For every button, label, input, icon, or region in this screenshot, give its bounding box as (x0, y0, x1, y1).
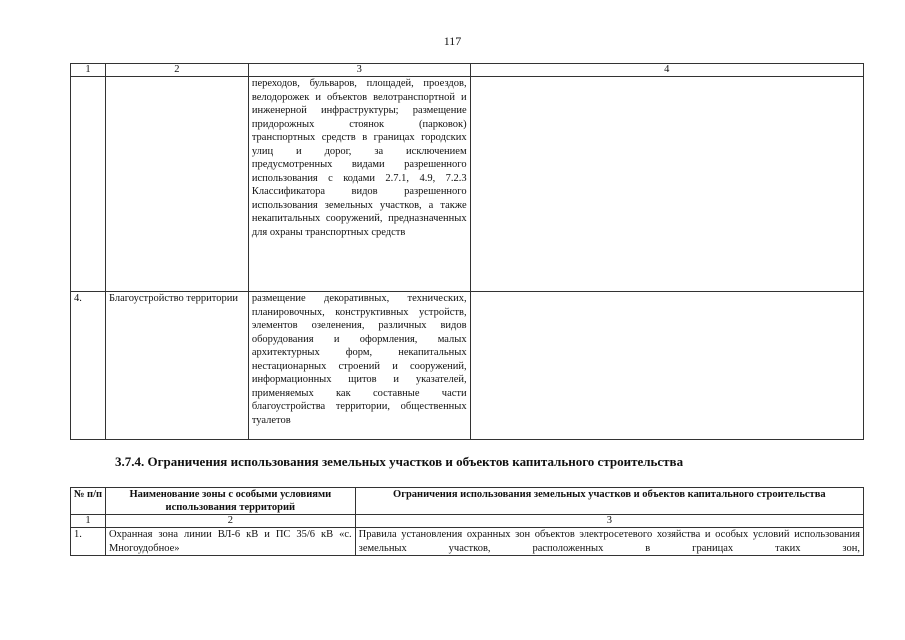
table-row (71, 528, 864, 556)
table-row (71, 292, 864, 440)
row-description-cell: размещение декоративных, технических, планировочных, конструктивных устройств, элементов озеленения, различных видов оборудования и оформления, малых архитектурных форм, некапитальных нестационарных строений и сооружений, информационных щитов и указателей, применяемых как составные части благоустройства территории, общественных туалетов (248, 292, 470, 440)
row-description-cell: переходов, бульваров, площадей, проездов, велодорожек и объектов велотранспортной и инженерной инфраструктуры; размещение придорожных стоянок (парковок) транспортных средств в границах городских улиц и дорог, за исключением предусмотренных видами разрешенного использования с кодами 2.7.1, 4.9, 7.2.3 Классификатора видов разрешенного использования земельных участков, а также некапитальных сооружений, предназначенных для охраны транспортных средств (248, 77, 470, 292)
row-number-cell (71, 77, 106, 292)
column-number-cell: 1 (71, 515, 106, 528)
header-restrictions: Ограничения использования земельных участков и объектов капитального строительства (355, 488, 863, 515)
row-number-cell: 1. (71, 528, 106, 556)
row-extra-cell (470, 292, 863, 440)
land-use-table (70, 63, 864, 440)
row-name-cell (105, 77, 248, 292)
section-title: 3.7.4. Ограничения использования земельных участков и объектов капитального строительства (115, 454, 684, 469)
table-row (71, 77, 864, 292)
row-restriction-cell: Правила установления охранных зон объектов электросетевого хозяйства и особых условий использования земельных участков, расположенных в границах таких зон, (355, 528, 863, 556)
column-number-cell: 3 (248, 64, 470, 77)
column-number-cell: 2 (105, 64, 248, 77)
column-number-cell: 3 (355, 515, 863, 528)
restrictions-table (70, 487, 864, 556)
row-number-cell: 4. (71, 292, 106, 440)
table-header-row (71, 488, 864, 515)
table-header-row (71, 64, 864, 77)
header-number: № п/п (71, 488, 106, 515)
column-numbers-row (71, 515, 864, 528)
header-zone-name: Наименование зоны с особыми условиями использования территорий (105, 488, 355, 515)
column-number-cell: 2 (105, 515, 355, 528)
row-zone-name-cell: Охранная зона линии ВЛ-6 кВ и ПС 35/6 кВ «с. Многоудобное» (105, 528, 355, 556)
page-number: 117 (443, 34, 462, 48)
row-extra-cell (470, 77, 863, 292)
row-name-cell: Благоустройство территории (105, 292, 248, 440)
column-number-cell: 1 (71, 64, 106, 77)
column-number-cell: 4 (470, 64, 863, 77)
